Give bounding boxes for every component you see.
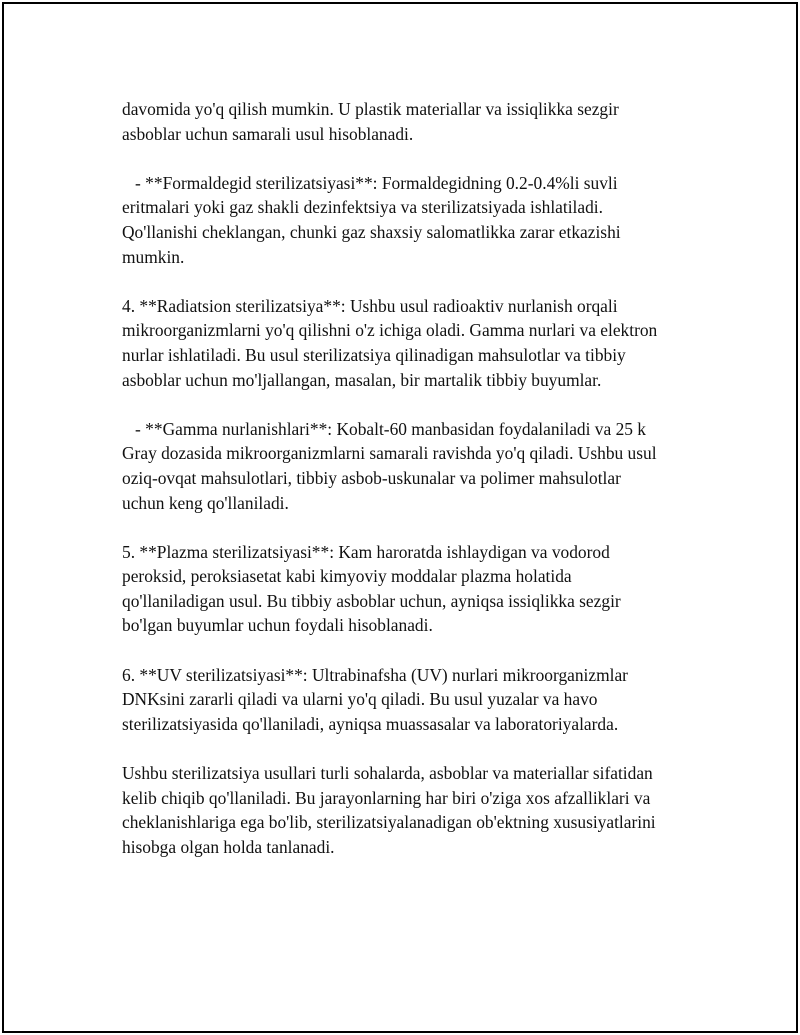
paragraph-plasma: 5. **Plazma sterilizatsiyasi**: Kam haroratda ishlaydigan va vodorod peroksid, peroksiasetat kabi kimyoviy moddalar plazma holatida qo'llaniladigan usul. Bu tibbiy asboblar uchun, ayniqsa issiqlikka sezgir bo'lgan buyumlar uchun foydali hisoblanadi. <box>122 541 621 636</box>
paragraph-gamma: - **Gamma nurlanishlari**: Kobalt-60 manbasidan foydalaniladi va 25 k Gray dozasida mikroorganizmlarni samarali ravishda yo'q qiladi. Ushbu usul oziq-ovqat mahsulotlari, tibbiy asbob-uskunalar va polimer mahsulotlar uchun keng qo'llaniladi. <box>122 418 657 513</box>
paragraph-formaldehyde: - **Formaldegid sterilizatsiyasi**: Formaldegidning 0.2-0.4%li suvli eritmalari yoki gaz shakli dezinfektsiya va sterilizatsiyada ishlatiladi. Qo'llanishi cheklangan, chunki gaz shaxsiy salomatlikka zarar etkazishi mumkin. <box>122 172 621 267</box>
paragraph-uv: 6. **UV sterilizatsiyasi**: Ultrabinafsha (UV) nurlari mikroorganizmlar DNKsini zararli qiladi va ularni yo'q qiladi. Bu usul yuzalar va havo sterilizatsiyasida qo'llaniladi, ayniqsa muassasalar va laboratoriyalarda. <box>122 664 628 734</box>
page-frame <box>2 2 798 1033</box>
paragraph-continuation: davomida yo'q qilish mumkin. U plastik materiallar va issiqlikka sezgir asboblar uchun samarali usul hisoblanadi. <box>122 99 619 144</box>
paragraph-conclusion: Ushbu sterilizatsiya usullari turli sohalarda, asboblar va materiallar sifatidan kelib chiqib qo'llaniladi. Bu jarayonlarning har biri o'ziga xos afzalliklari va cheklanishlariga ega bo'lib, sterilizatsiyalanadigan ob'ektning xususiyatlarini hisobga olgan holda tanlanadi. <box>122 763 656 857</box>
paragraph-radiation: 4. **Radiatsion sterilizatsiya**: Ushbu usul radioaktiv nurlanish orqali mikroorganizmlarni yo'q qilishni o'z ichiga oladi. Gamma nurlari va elektron nurlar ishlatiladi. Bu usul sterilizatsiya qilinadigan mahsulotlar va tibbiy asboblar uchun mo'ljallangan, masalan, bir martalik tibbiy buyumlar. <box>122 295 658 390</box>
document-body <box>122 97 722 884</box>
